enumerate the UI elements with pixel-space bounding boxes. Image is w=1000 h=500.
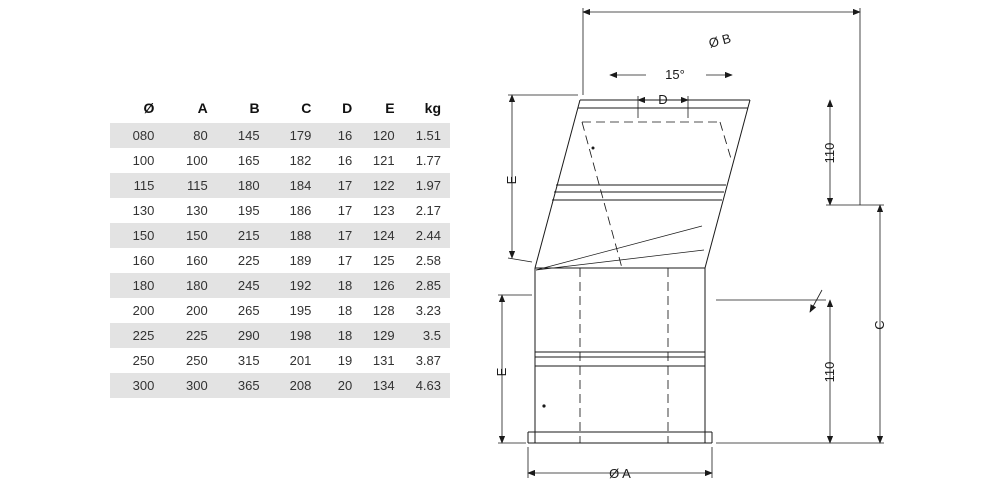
spec-table-container — [110, 96, 450, 398]
technical-drawing — [470, 0, 1000, 500]
table-cell: 100 — [132, 153, 155, 168]
table-cell: 145 — [217, 123, 269, 148]
table-cell: 200 — [132, 303, 155, 318]
table-header-cell: E — [361, 96, 403, 123]
table-cell: 300 — [110, 373, 163, 398]
table-header-cell: B — [217, 96, 269, 123]
table-cell: 18 — [320, 273, 361, 298]
table-cell: 180 — [110, 273, 163, 298]
table-cell: 165 — [237, 153, 260, 168]
table-cell: 184 — [269, 173, 321, 198]
table-header-cell: Ø — [110, 96, 163, 123]
table-cell: 2.85 — [404, 273, 450, 298]
dim-label-c: C — [872, 320, 887, 330]
table-row — [110, 348, 450, 373]
table-cell: 122 — [361, 173, 403, 198]
table-row — [110, 173, 450, 198]
table-cell: 3.87 — [415, 353, 441, 368]
table-cell: 121 — [372, 153, 395, 168]
dim-label-height-top: 110 — [822, 142, 837, 164]
table-cell: 200 — [186, 303, 208, 318]
dim-label-height-bottom: 110 — [822, 361, 837, 383]
table-header-cell: D — [320, 96, 361, 123]
dimension-lines — [498, 8, 884, 478]
table-cell: 129 — [361, 323, 403, 348]
table-cell: 18 — [320, 323, 361, 348]
table-row — [110, 373, 450, 398]
table-row — [110, 323, 450, 348]
table-cell: 195 — [289, 303, 312, 318]
table-cell: 192 — [269, 273, 321, 298]
table-cell: 130 — [186, 203, 208, 218]
table-cell: 124 — [361, 223, 403, 248]
dim-label-e-top: E — [504, 175, 519, 185]
table-cell: 80 — [163, 123, 216, 148]
table-cell: 180 — [217, 173, 269, 198]
table-cell: 080 — [110, 123, 163, 148]
elbow-body — [528, 100, 750, 443]
table-cell: 225 — [163, 323, 216, 348]
table-row — [110, 273, 450, 298]
table-row — [110, 148, 450, 173]
table-cell: 100 — [186, 153, 208, 168]
table-cell: 215 — [217, 223, 269, 248]
table-cell: 265 — [237, 303, 260, 318]
table-cell: 17 — [320, 173, 361, 198]
table-cell: 17 — [337, 203, 353, 218]
table-cell: 201 — [289, 353, 312, 368]
table-cell: 225 — [237, 253, 260, 268]
table-cell: 195 — [237, 203, 260, 218]
table-cell: 134 — [361, 373, 403, 398]
table-cell: 16 — [320, 123, 361, 148]
dim-label-diameter-b: Ø B — [707, 30, 733, 51]
table-cell: 3.23 — [415, 303, 441, 318]
table-cell: 115 — [110, 173, 163, 198]
table-row — [110, 123, 450, 148]
table-cell: 300 — [163, 373, 216, 398]
dim-label-e-bottom: E — [494, 367, 509, 377]
table-row — [110, 298, 450, 323]
table-cell: 2.44 — [404, 223, 450, 248]
table-cell: 130 — [132, 203, 155, 218]
dim-label-angle: 15° — [665, 67, 685, 82]
table-cell: 182 — [289, 153, 312, 168]
table-cell: 1.51 — [404, 123, 450, 148]
table-cell: 19 — [337, 353, 353, 368]
table-cell: 189 — [289, 253, 312, 268]
table-cell: 123 — [372, 203, 395, 218]
table-cell: 125 — [372, 253, 395, 268]
table-cell: 126 — [361, 273, 403, 298]
table-cell: 186 — [289, 203, 312, 218]
dim-label-diameter-a: Ø A — [609, 466, 631, 481]
dim-label-d: D — [658, 92, 668, 107]
table-row — [110, 198, 450, 223]
table-cell: 17 — [337, 253, 353, 268]
table-cell: 225 — [110, 323, 163, 348]
table-cell: 160 — [186, 253, 208, 268]
table-header-cell: kg — [404, 96, 450, 123]
table-cell: 1.97 — [404, 173, 450, 198]
table-header-cell: C — [269, 96, 321, 123]
elbow-drawing-svg — [470, 0, 1000, 500]
table-cell: 18 — [337, 303, 353, 318]
table-cell: 2.58 — [415, 253, 441, 268]
table-cell: 180 — [163, 273, 216, 298]
table-cell: 150 — [163, 223, 216, 248]
table-cell: 250 — [132, 353, 155, 368]
table-cell: 150 — [110, 223, 163, 248]
table-cell: 4.63 — [404, 373, 450, 398]
table-cell: 365 — [217, 373, 269, 398]
table-cell: 245 — [217, 273, 269, 298]
table-cell: 188 — [269, 223, 321, 248]
table-cell: 179 — [269, 123, 321, 148]
table-row — [110, 248, 450, 273]
table-cell: 16 — [337, 153, 353, 168]
table-cell: 1.77 — [415, 153, 441, 168]
table-cell: 17 — [320, 223, 361, 248]
table-cell: 20 — [320, 373, 361, 398]
dimension-table — [110, 96, 450, 398]
table-cell: 131 — [372, 353, 395, 368]
table-cell: 198 — [269, 323, 321, 348]
table-cell: 3.5 — [404, 323, 450, 348]
table-cell: 120 — [361, 123, 403, 148]
table-row — [110, 223, 450, 248]
table-header-row — [110, 96, 450, 123]
table-cell: 115 — [163, 173, 216, 198]
table-cell: 315 — [237, 353, 260, 368]
table-header-cell: A — [163, 96, 216, 123]
table-cell: 160 — [132, 253, 155, 268]
table-cell: 2.17 — [415, 203, 441, 218]
table-cell: 208 — [269, 373, 321, 398]
table-cell: 290 — [217, 323, 269, 348]
table-cell: 128 — [372, 303, 395, 318]
table-cell: 250 — [186, 353, 208, 368]
